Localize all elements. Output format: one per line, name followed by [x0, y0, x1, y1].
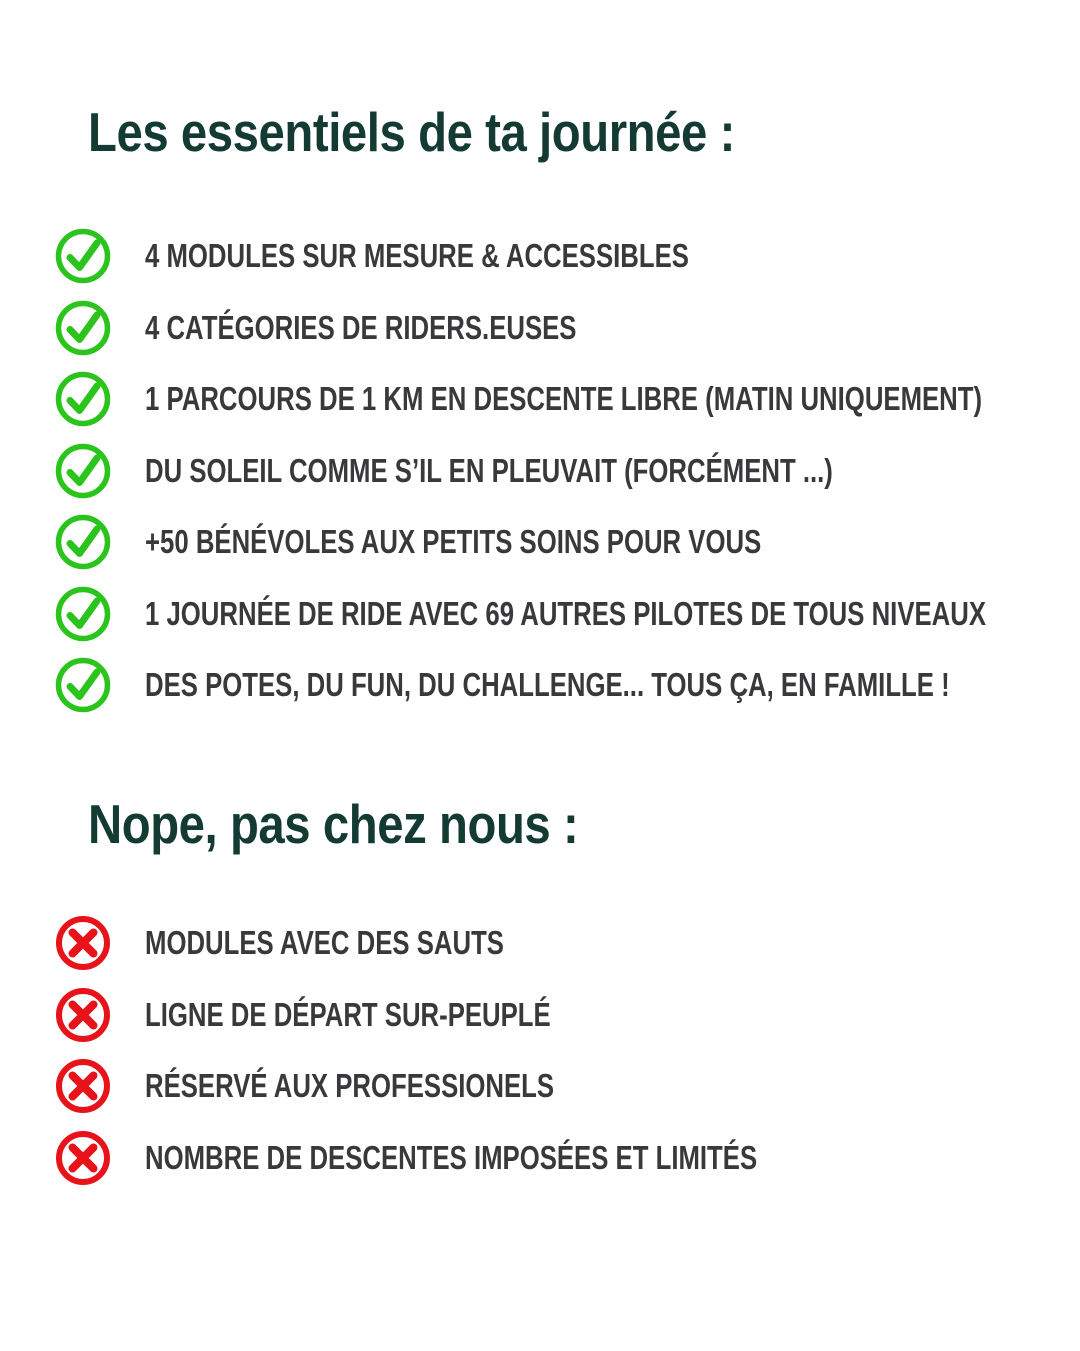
- check-circle-icon: [55, 300, 111, 356]
- list-item: [55, 1130, 930, 1186]
- list-item: [55, 1058, 930, 1114]
- list-item: [55, 514, 1080, 570]
- list-item-label: RÉSERVÉ AUX PROFESSIONELS: [145, 1067, 555, 1104]
- list-item: [55, 228, 1080, 284]
- list-item: [55, 657, 1080, 713]
- list-item: [55, 915, 930, 971]
- nope-list: [55, 915, 930, 1186]
- list-item-label: LIGNE DE DÉPART SUR-PEUPLÉ: [145, 995, 551, 1033]
- list-item-label: MODULES AVEC DES SAUTS: [145, 924, 504, 961]
- list-item-label: +50 BÉNÉVOLES AUX PETITS SOINS POUR VOUS: [145, 523, 762, 560]
- list-item: [55, 987, 930, 1043]
- cross-circle-icon: [55, 1130, 111, 1186]
- check-circle-icon: [55, 371, 111, 427]
- check-circle-icon: [55, 228, 111, 284]
- list-item: [55, 586, 1080, 642]
- list-item-label: 4 MODULES SUR MESURE & ACCESSIBLES: [145, 237, 689, 274]
- list-item: [55, 371, 1080, 427]
- list-item-label: NOMBRE DE DESCENTES IMPOSÉES ET LIMITÉS: [145, 1138, 758, 1176]
- check-circle-icon: [55, 514, 111, 570]
- list-item-label: 1 JOURNÉE DE RIDE AVEC 69 AUTRES PILOTES DE TOUS NIVEAUX: [145, 594, 987, 632]
- list-item: [55, 300, 1080, 356]
- check-circle-icon: [55, 586, 111, 642]
- essentials-section-title: Les essentiels de ta journée :: [88, 101, 735, 163]
- cross-circle-icon: [55, 915, 111, 971]
- essentials-list: [55, 228, 1080, 713]
- cross-circle-icon: [55, 987, 111, 1043]
- list-item: [55, 443, 1080, 499]
- list-item-label: DU SOLEIL COMME S’IL EN PLEUVAIT (FORCÉMENT ...): [145, 451, 833, 489]
- list-item-label: 4 CATÉGORIES DE RIDERS.EUSES: [145, 308, 577, 346]
- check-circle-icon: [55, 657, 111, 713]
- check-circle-icon: [55, 443, 111, 499]
- list-item-label: 1 PARCOURS DE 1 KM EN DESCENTE LIBRE (MATIN UNIQUEMENT): [145, 380, 983, 417]
- cross-circle-icon: [55, 1058, 111, 1114]
- nope-section-title: Nope, pas chez nous :: [88, 793, 579, 855]
- list-item-label: DES POTES, DU FUN, DU CHALLENGE... TOUS ÇA, EN FAMILLE !: [145, 666, 950, 703]
